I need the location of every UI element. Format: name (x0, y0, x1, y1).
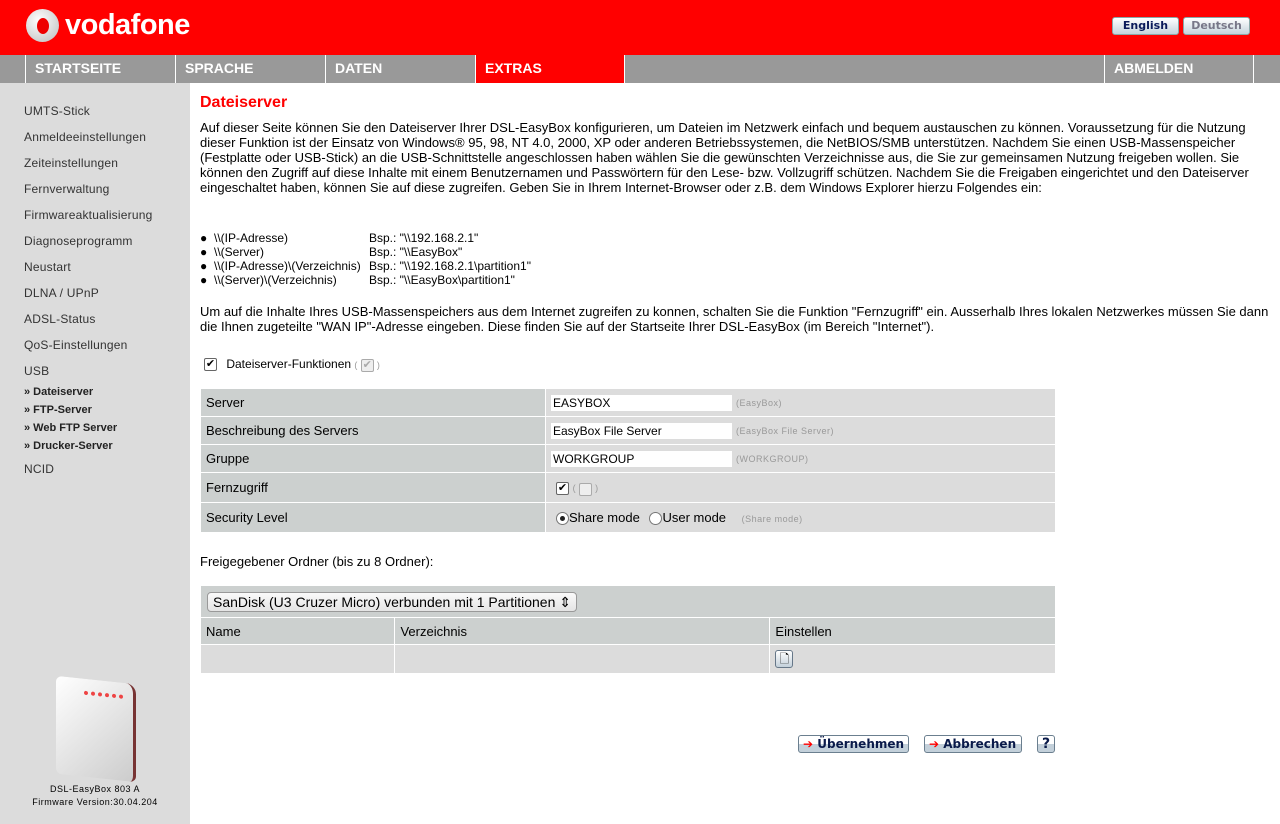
sidebar-sub-drucker[interactable]: » Drucker-Server (24, 440, 113, 452)
column-verzeichnis: Verzeichnis (395, 618, 769, 644)
cancel-button[interactable]: ➔ Abbrechen (924, 735, 1022, 753)
server-settings-table: Server EASYBOX (EasyBox) Beschreibung des Servers EasyBox File Server (EasyBox File Server) Gruppe WORKGROUP (WORKGROUP) Fernzugriff ✔ ( ) Security Level Share mode User mode (Share mode) (200, 388, 1056, 533)
main-nav (0, 55, 1280, 83)
firmware-version: Firmware Version:30.04.204 (32, 797, 158, 807)
description-label: Beschreibung des Servers (201, 417, 545, 444)
select-arrows-icon: ⇕ (559, 593, 571, 610)
shared-folders-title: Freigegebener Ordner (bis zu 8 Ordner): (200, 554, 434, 569)
example-list (200, 231, 531, 287)
fileserver-enable-row: ✔ Dateiserver-Funktionen ( ✔ ) (205, 357, 381, 372)
header (0, 0, 1280, 55)
group-default: (WORKGROUP) (736, 454, 809, 465)
sidebar-item-qos[interactable]: QoS-Einstellungen (24, 338, 128, 352)
server-label: Server (201, 389, 545, 416)
lang-deutsch-button[interactable]: Deutsch (1183, 17, 1250, 35)
sidebar-item-usb[interactable]: USB (24, 364, 50, 378)
apply-button[interactable]: ➔ Übernehmen (798, 735, 909, 753)
nav-daten[interactable]: DATEN (325, 55, 475, 83)
sidebar-sub-webftp[interactable]: » Web FTP Server (24, 422, 118, 434)
share-mode-label: Share mode (569, 509, 640, 525)
sidebar-item-fernverwaltung[interactable]: Fernverwaltung (24, 182, 110, 196)
sidebar-item-anmelde[interactable]: Anmeldeeinstellungen (24, 130, 147, 144)
sidebar-item-diagnose[interactable]: Diagnoseprogramm (24, 234, 133, 248)
remote-access-label: Fernzugriff (201, 473, 545, 502)
share-mode-radio[interactable] (556, 512, 569, 525)
group-input[interactable]: WORKGROUP (551, 451, 732, 467)
shared-folders-table (200, 585, 1056, 674)
default-checked-icon: ✔ (362, 359, 373, 372)
vodafone-logo-icon (26, 9, 59, 42)
user-mode-label: User mode (662, 509, 727, 525)
sidebar-sub-dateiserver[interactable]: » Dateiserver (24, 386, 94, 398)
nav-extras[interactable]: EXTRAS (475, 55, 625, 83)
sidebar-sub-ftp[interactable]: » FTP-Server (24, 404, 92, 416)
sidebar-item-ncid[interactable]: NCID (24, 462, 55, 476)
device-name: DSL-EasyBox 803 A (49, 784, 141, 794)
brand-name: vodafone (65, 9, 190, 41)
sidebar-item-adsl[interactable]: ADSL-Status (24, 312, 96, 326)
nav-startseite[interactable]: STARTSEITE (25, 55, 175, 83)
server-input[interactable]: EASYBOX (551, 395, 732, 411)
sidebar-item-dlna[interactable]: DLNA / UPnP (24, 286, 99, 300)
new-folder-icon[interactable]: 🗋 (775, 650, 793, 668)
intro-text: Auf dieser Seite können Sie den Dateiserver Ihrer DSL-EasyBox konfigurieren, um Dateien im Netzwerk einfach und bequem austauschen zu können. Voraussetzung für die Nutzung dieser Funktion ist der Einsatz von Windows® 95, 98, NT 4.0, 2000, XP oder anderen Betriebssystemen, die NetBIOS/SMB unterstützen. Nachdem Sie einen USB-Massenspeicher (Festplatte oder USB-Stick) an die USB-Schnittstelle angeschlossen haben wählen Sie die gewünschten Verzeichnisse aus, die Sie zur gemeinsamen Nutzung freigeben wollen. Sie können den Zugriff auf diese Inhalte mit einem Benutzernamen und Passwörtern für den Lese- bzw. Vollzugriff schützen. Nachdem Sie die Freigaben eingerichtet und den Dateiserver eingeschaltet haben, können Sie auf diese zugreifen. Geben Sie in Ihrem Internet-Browser oder z.B. dem Windows Explorer hierzu Folgendes ein: (200, 120, 1249, 195)
column-einstellen: Einstellen (770, 618, 1055, 644)
list-item: ● \\(IP-Adresse) Bsp.: "\\192.168.2.1" (200, 231, 479, 245)
lang-english-button[interactable]: English (1112, 17, 1179, 35)
server-default: (EasyBox) (736, 398, 783, 409)
vodafone-logo[interactable] (26, 9, 190, 42)
nav-sprache[interactable]: SPRACHE (175, 55, 325, 83)
list-item: ● \\(IP-Adresse)\(Verzeichnis) Bsp.: "\\192.168.2.1\partition1" (200, 259, 531, 273)
description-default: (EasyBox File Server) (736, 426, 835, 437)
remote-access-checkbox[interactable]: ✔ (557, 481, 568, 494)
sidebar-item-zeit[interactable]: Zeiteinstellungen (24, 156, 119, 170)
device-select[interactable]: SanDisk (U3 Cruzer Micro) verbunden mit 1 Partitionen ⇕ (207, 592, 577, 612)
security-default: (Share mode) (741, 513, 803, 524)
arrow-right-icon: ➔ (803, 737, 814, 751)
arrow-right-icon: ➔ (929, 737, 940, 751)
column-name: Name (201, 618, 394, 644)
device-image (56, 676, 136, 782)
security-level-label: Security Level (201, 503, 545, 532)
fileserver-enable-checkbox[interactable]: ✔ (205, 358, 216, 371)
sidebar-item-firmware[interactable]: Firmwareaktualisierung (24, 208, 153, 222)
page-title: Dateiserver (200, 94, 288, 111)
remote-access-text: Um auf die Inhalte Ihres USB-Massenspeichers aus dem Internet zugreifen zu konnen, schalten Sie die Funktion "Fernzugriff" ein. Ausserhalb Ihres lokalen Netzwerkes müssen Sie dann die Ihnen zugeteilte "WAN IP"-Adresse eingeben. Diese finden Sie auf der Startseite Ihrer DSL-EasyBox (im Bereich "Internet"). (200, 304, 1269, 334)
fileserver-enable-label: Dateiserver-Funktionen (226, 357, 352, 371)
default-unchecked-icon (579, 483, 592, 496)
description-input[interactable]: EasyBox File Server (551, 423, 732, 439)
list-item: ● \\(Server) Bsp.: "\\EasyBox" (200, 245, 463, 259)
user-mode-radio[interactable] (649, 512, 662, 525)
group-label: Gruppe (201, 445, 545, 472)
nav-abmelden[interactable]: ABMELDEN (1104, 55, 1254, 83)
sidebar-item-umts[interactable]: UMTS-Stick (24, 104, 90, 118)
sidebar-item-neustart[interactable]: Neustart (24, 260, 71, 274)
help-button[interactable]: ? (1037, 735, 1055, 753)
list-item: ● \\(Server)\(Verzeichnis) Bsp.: "\\EasyBox\partition1" (200, 273, 515, 287)
